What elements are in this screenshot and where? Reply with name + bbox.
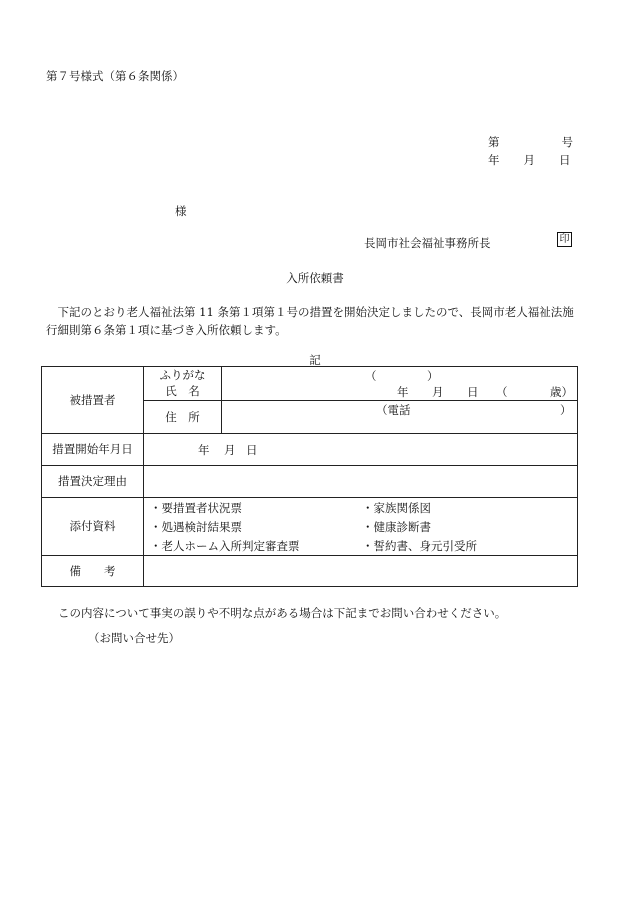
address-field <box>222 400 578 433</box>
addressee-suffix: 様 <box>175 204 187 218</box>
phone-open: （電話 <box>376 402 411 417</box>
attachments-left-column <box>150 499 300 556</box>
attachment-item: ・家族関係図 <box>362 500 431 515</box>
attachment-item: ・要措置者状況票 <box>150 500 242 515</box>
number-suffix: 号 <box>561 135 573 149</box>
birth-day: 日 <box>467 385 479 399</box>
footer-note: この内容について事実の誤りや不明な点がある場合は下記までお問い合わせください。 <box>58 606 507 620</box>
start-day: 日 <box>246 442 258 457</box>
age-open: （ <box>496 385 508 399</box>
attachment-item: ・処遇検討結果票 <box>150 519 242 534</box>
date-year: 年 <box>488 153 500 167</box>
attachments-field <box>144 497 578 555</box>
number-prefix: 第 <box>488 135 500 149</box>
form-number: 第７号様式（第６条関係） <box>46 69 184 83</box>
document-number-line <box>488 134 573 150</box>
start-date-field <box>144 433 578 465</box>
start-month: 月 <box>224 442 236 457</box>
reason-field <box>144 465 578 497</box>
date-day: 日 <box>559 153 571 167</box>
attachment-item: ・誓約書、身元引受所 <box>362 538 477 553</box>
request-table <box>41 366 578 587</box>
subject-label: 被措置者 <box>42 367 144 434</box>
name-field <box>222 383 578 400</box>
inquiry-label: （お問い合せ先） <box>88 631 180 645</box>
body-paragraph: 下記のとおり老人福祉法第 11 条第１項第１号の措置を開始決定しましたので、長岡市老人福祉法施行細則第６条第１項に基づき入所依頼します。 <box>46 305 574 337</box>
furigana-paren-open: （ <box>365 369 377 383</box>
birth-year: 年 <box>397 385 409 399</box>
phone-close: ） <box>560 402 572 417</box>
reason-label: 措置決定理由 <box>42 465 144 497</box>
start-date-label: 措置開始年月日 <box>42 433 144 465</box>
attachments-right-column <box>362 499 477 556</box>
name-label: 氏 名 <box>144 383 222 400</box>
furigana-field <box>222 367 578 384</box>
attachment-item: ・健康診断書 <box>362 519 431 534</box>
document-title: 入所依頼書 <box>286 271 344 285</box>
address-label: 住 所 <box>144 400 222 433</box>
document-date-line <box>488 152 571 168</box>
start-year: 年 <box>198 442 210 457</box>
sender: 長岡市社会福祉事務所長 <box>364 236 491 250</box>
date-month: 月 <box>523 153 535 167</box>
remarks-label: 備 考 <box>42 555 144 586</box>
seal-stamp-box: 印 <box>557 232 572 247</box>
remarks-field <box>144 555 578 586</box>
furigana-paren-close: ） <box>427 369 439 383</box>
ki-marker: 記 <box>309 353 321 367</box>
attachment-item: ・老人ホーム入所判定審査票 <box>150 538 300 553</box>
age-close: 歳） <box>550 385 573 399</box>
attachments-label: 添付資料 <box>42 497 144 555</box>
furigana-label: ふりがな <box>144 367 222 384</box>
birth-month: 月 <box>432 385 444 399</box>
